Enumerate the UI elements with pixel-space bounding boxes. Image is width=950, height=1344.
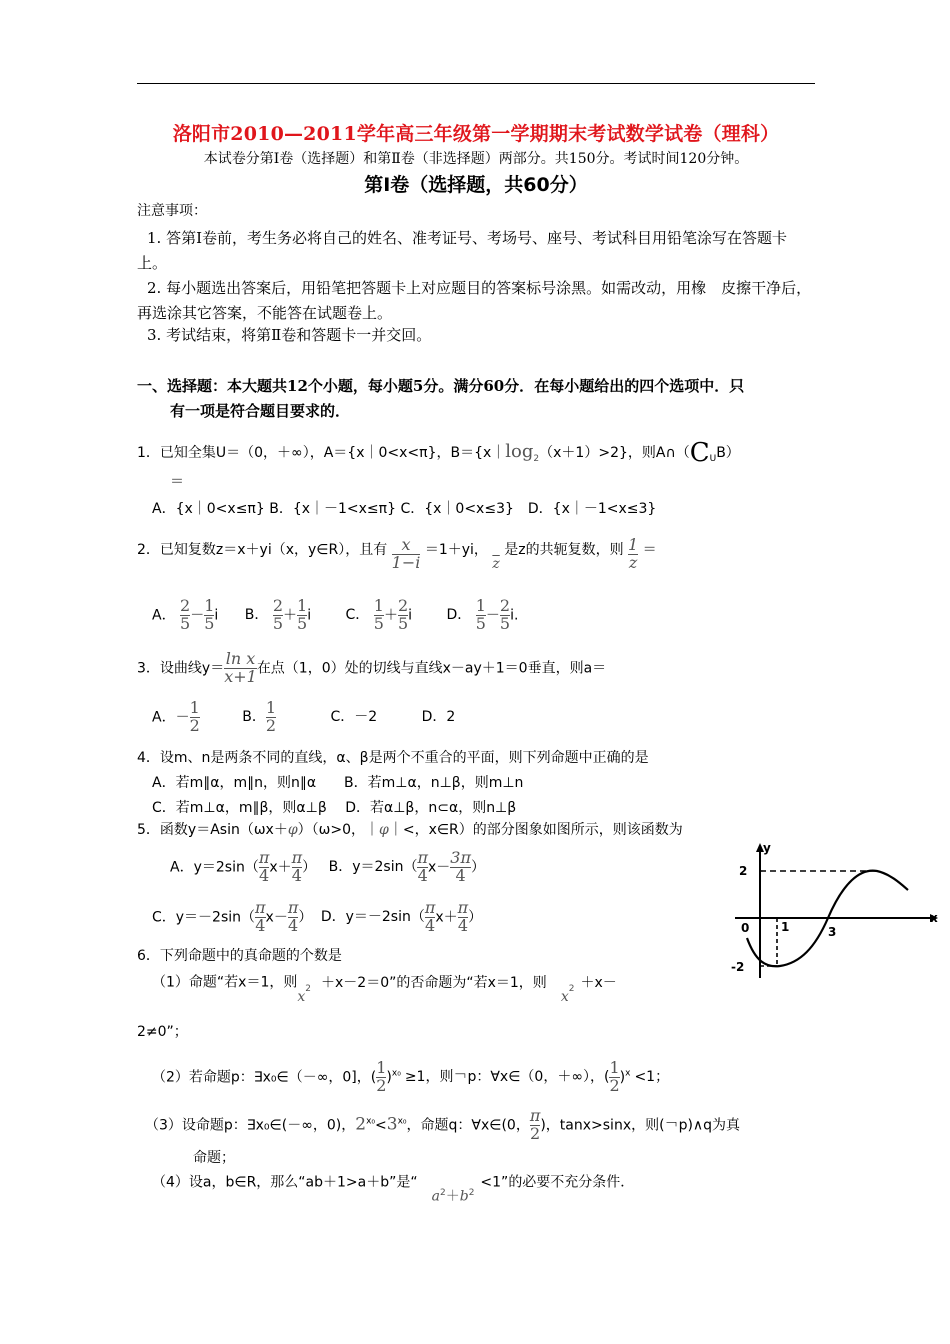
tick-x-1: 1	[781, 920, 790, 934]
sine-graph	[725, 838, 945, 988]
fraction-one-over-zbar: $\frac{1}{z}$	[628, 535, 639, 572]
tick-x-3: 3	[828, 925, 837, 939]
notice-item-1: 1. 答第Ⅰ卷前，考生务必将自己的姓名、准考证号、考场号、座号、考试科目用铅笔涂写在答题卡上。	[137, 229, 788, 272]
section-one-line-2: 有一项是符合题目要求的．	[170, 402, 351, 420]
question-5-options-row-1: A．y＝2sin（ $\frac{\pi}{4}$ x＋ $\frac{\pi}{4}$ ） B．y＝2sin（ $\frac{\pi}{4}$ x－ $\frac{3\pi}{4}$ ）	[170, 848, 485, 885]
fraction-lnx-over-x-plus-1: $\frac{\text{ln x}}{x+1}$	[224, 649, 257, 686]
question-2-stem: 2．已知复数z＝x＋yi（x，y∈R），且有 $\frac{x}{1-i}$ ＝1＋yi， $\overline{z}$ 是z的共轭复数，则 $\frac{1}{z}$ ＝	[137, 535, 657, 572]
y-axis-label: y	[763, 841, 771, 855]
notice-item-2: 2. 每小题选出答案后，用铅笔把答题卡上对应题目的答案标号涂黑。如需改动，用橡 皮擦干净后，再选涂其它答案，不能答在试题卷上。	[137, 279, 812, 322]
question-1-equals: ＝	[170, 474, 184, 490]
question-6-proposition-3-cont: 命题；	[193, 1150, 235, 1166]
exam-title: 洛阳市2010—2011学年高三年级第一学期期末考试数学试卷（理科）	[172, 123, 780, 145]
log-symbol: log	[505, 441, 534, 462]
question-4-stem: 4．设m、n是两条不同的直线，α、β是两个不重合的平面，则下列命题中正确的是	[137, 750, 649, 766]
fraction-x-over-1-minus-i: $\frac{x}{1-i}$	[391, 535, 421, 572]
question-6-stem: 6．下列命题中的真命题的个数是	[137, 948, 342, 964]
question-3-options: A．－ $\frac{1}{2}$ B． $\frac{1}{2}$ C．－2 D．2	[152, 698, 456, 735]
x-axis-label: x	[930, 911, 938, 925]
question-6-proposition-3: （3）设命题p：∃x₀∈(－∞，0)，$2^{x_0}<3^{x_0}$，命题q：∀x∈(0， $\frac{\pi}{2}$ )，tanx>sinx，则(￢p)∧q为真	[145, 1106, 741, 1143]
origin-label: 0	[741, 921, 750, 935]
question-6-proposition-1: （1）命题“若x＝1，则$x^2 +x-2=0$”的否命题为“若x＝1，则$x^2 +x-$	[152, 974, 617, 1005]
part-one-heading: 第Ⅰ卷（选择题，共60分）	[364, 174, 588, 196]
tick-y-2: 2	[739, 864, 748, 878]
question-3-stem: 3．设曲线y＝ $\frac{\text{ln x}}{x+1}$ 在点（1，0）处的切线与直线x－ay＋1＝0垂直，则a＝	[137, 649, 607, 686]
notice-heading: 注意事项：	[137, 203, 207, 219]
question-2-options: A． $\frac{2}{5}$ － $\frac{1}{5}$ i B． $\frac{2}{5}$ ＋ $\frac{1}{5}$ i C． $\frac{1}{5}$ ＋ $\frac{2}{5}$ i D． $\frac{1}{5}$ － $\frac{2}{5}$ i.	[152, 596, 519, 633]
tick-y-neg2: -2	[731, 960, 745, 974]
exam-intro: 本试卷分第Ⅰ卷（选择题）和第Ⅱ卷（非选择题）两部分。共150分。考试时间120分钟。	[203, 151, 749, 167]
question-4-options-row-2: C．若m⊥α，m∥β，则α⊥β D．若α⊥β，n⊂α，则n⊥β	[152, 800, 517, 816]
question-5-stem: 5．函数y＝Asin（ωx＋φ）（ω>0，｜φ｜<，x∈R）的部分图象如图所示，则该函数为	[137, 822, 683, 838]
question-1-stem: 1．已知全集U＝（0，＋∞），A＝{x｜0<x<π}，$B=\{x|\log_2(x+1)>2\}$，则$A\cap(C_UB)$	[137, 438, 740, 468]
complement-symbol: C	[689, 438, 710, 468]
question-5-options-row-2: C．y＝－2sin（ $\frac{\pi}{4}$ x－ $\frac{\pi}{4}$ ） D．y＝－2sin（ $\frac{\pi}{4}$ x＋ $\frac{\pi}{4}$ ）	[152, 898, 483, 935]
question-4-options-row-1: A．若m∥α，m∥n，则n∥α B．若m⊥α，n⊥β，则m⊥n	[152, 775, 524, 791]
section-one-line-1: 一、选择题：本大题共12个小题，每小题5分。满分60分．在每小题给出的四个选项中．只	[137, 377, 745, 395]
notice-item-3: 3. 考试结束，将第Ⅱ卷和答题卡一并交回。	[147, 326, 432, 344]
top-rule	[137, 83, 815, 84]
question-6-proposition-4: （4）设a，b∈R，那么“ab＋1>a＋b”是“$a^2+b^2<1$”的必要不充分条件．	[152, 1174, 635, 1205]
question-6-proposition-2: （2）若命题p：∃x₀∈（－∞，0]，( $\frac{1}{2}$ )$^{x_0}$ ≥1，则￢p：∀x∈（0，＋∞），( $\frac{1}{2}$ )$^x$ <1；	[152, 1058, 670, 1095]
z-conjugate: $\overline{z}$	[492, 555, 500, 572]
question-1-options: A．{x｜0<x≤π} B．{x｜－1<x≤π} C．{x｜0<x≤3} D．{x｜－1<x≤3}	[152, 501, 657, 517]
question-6-proposition-1-cont: 2≠0”；	[137, 1024, 188, 1040]
